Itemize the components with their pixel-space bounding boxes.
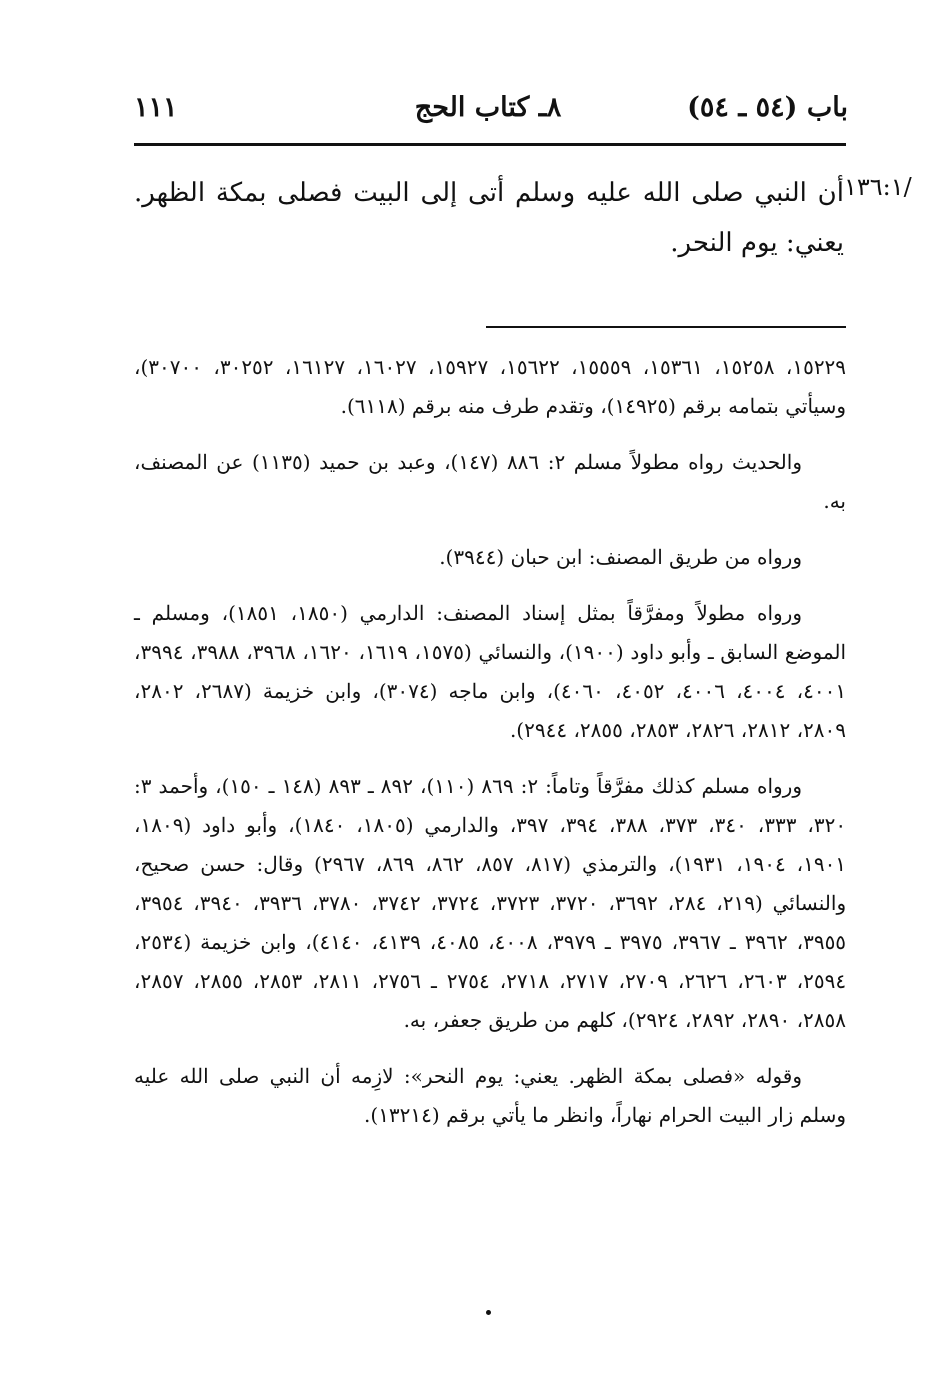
book-title: ٨ـ كتاب الحج xyxy=(414,92,562,123)
footnote-paragraph: ١٥٢٢٩، ١٥٢٥٨، ١٥٣٦١، ١٥٥٥٩، ١٥٦٢٢، ١٥٩٢٧، ١٦٠٢٧، ١٦١٢٧، ٣٠٢٥٢، ٣٠٧٠٠)، وسيأتي بتمامه برقم (١٤٩٢٥)، وتقدم طرف منه برقم (٦١١٨). xyxy=(134,355,847,418)
footnote-paragraph: وقوله «فصلى بمكة الظهر. يعني: يوم النحر»: لازِمه أن النبي صلى الله عليه وسلم زار البيت الحرام نهاراً، وانظر ما يأتي برقم (١٣٢١٤). xyxy=(134,1064,846,1127)
hadith-text: أن النبي صلى الله عليه وسلم أتى إلى البيت فصلى بمكة الظهر. يعني: يوم النحر. xyxy=(134,178,844,258)
footnote-paragraph: ورواه مطولاً ومفرَّقاً بمثل إسناد المصنف: الدارمي (١٨٥٠، ١٨٥١)، ومسلم ـ الموضع السابق ـ وأبو داود (١٩٠٠)، والنسائي (١٥٧٥، ١٦١٩، ١٦٢٠، ٣٩٦٨، ٣٩٨٨، ٣٩٩٤، ٤٠٠١، ٤٠٠٤، ٤٠٠٦، ٤٠٥٢، ٤٠٦٠)، وابن ماجه (٣٠٧٤)، وابن خزيمة (٢٦٨٧، ٢٨٠٢، ٢٨٠٩، ٢٨١٢، ٢٨٢٦، ٢٨٥٣، ٢٨٥٥، ٢٩٤٤). xyxy=(134,601,847,742)
footnote-paragraph: ورواه من طريق المصنف: ابن حبان (٣٩٤٤). xyxy=(439,545,802,569)
footnotes xyxy=(134,348,846,1152)
chapter-reference: باب (٥٤ ـ ٥٤) xyxy=(687,92,848,123)
footnote-paragraph: والحديث رواه مطولاً مسلم ٢: ٨٨٦ (١٤٧)، وعبد بن حميد (١١٣٥) عن المصنف، به. xyxy=(134,450,846,513)
page-number: ١١١ xyxy=(134,92,178,123)
hadith-number: ١٣٦:١/ xyxy=(844,173,912,201)
page-end-dot xyxy=(486,1310,491,1315)
header-divider xyxy=(134,143,846,146)
page-header xyxy=(128,88,848,138)
footnote-divider xyxy=(486,326,846,328)
footnote-paragraph: ورواه مسلم كذلك مفرَّقاً وتاماً: ٢: ٨٦٩ (١١٠)، ٨٩٢ ـ ٨٩٣ (١٤٨ ـ ١٥٠)، وأحمد ٣: ٣٢٠، ٣٣٣، ٣٤٠، ٣٧٣، ٣٨٨، ٣٩٤، ٣٩٧، والدارمي (١٨٠٥، ١٨٤٠)، وأبو داود (١٨٠٩، ١٩٠١، ١٩٠٤، ١٩٣١)، والترمذي (٨١٧، ٨٥٧، ٨٦٢، ٨٦٩، ٢٩٦٧) وقال: حسن صحيح، والنسائي (٢١٩، ٢٨٤، ٣٦٩٢، ٣٧٢٠، ٣٧٢٣، ٣٧٢٤، ٣٧٤٢، ٣٧٨٠، ٣٩٣٦، ٣٩٤٠، ٣٩٥٤، ٣٩٥٥، ٣٩٦٢ ـ ٣٩٦٧، ٣٩٧٥ ـ ٣٩٧٩، ٤٠٠٨، ٤٠٨٥، ٤١٣٩، ٤١٤٠)، وابن خزيمة (٢٥٣٤، ٢٥٩٤، ٢٦٠٣، ٢٦٢٦، ٢٧٠٩، ٢٧١٧، ٢٧١٨، ٢٧٥٤ ـ ٢٧٥٦، ٢٨١١، ٢٨٥٣، ٢٨٥٥، ٢٨٥٧، ٢٨٥٨، ٢٨٩٠، ٢٨٩٢، ٢٩٢٤)، كلهم من طريق جعفر، به. xyxy=(134,774,847,1032)
